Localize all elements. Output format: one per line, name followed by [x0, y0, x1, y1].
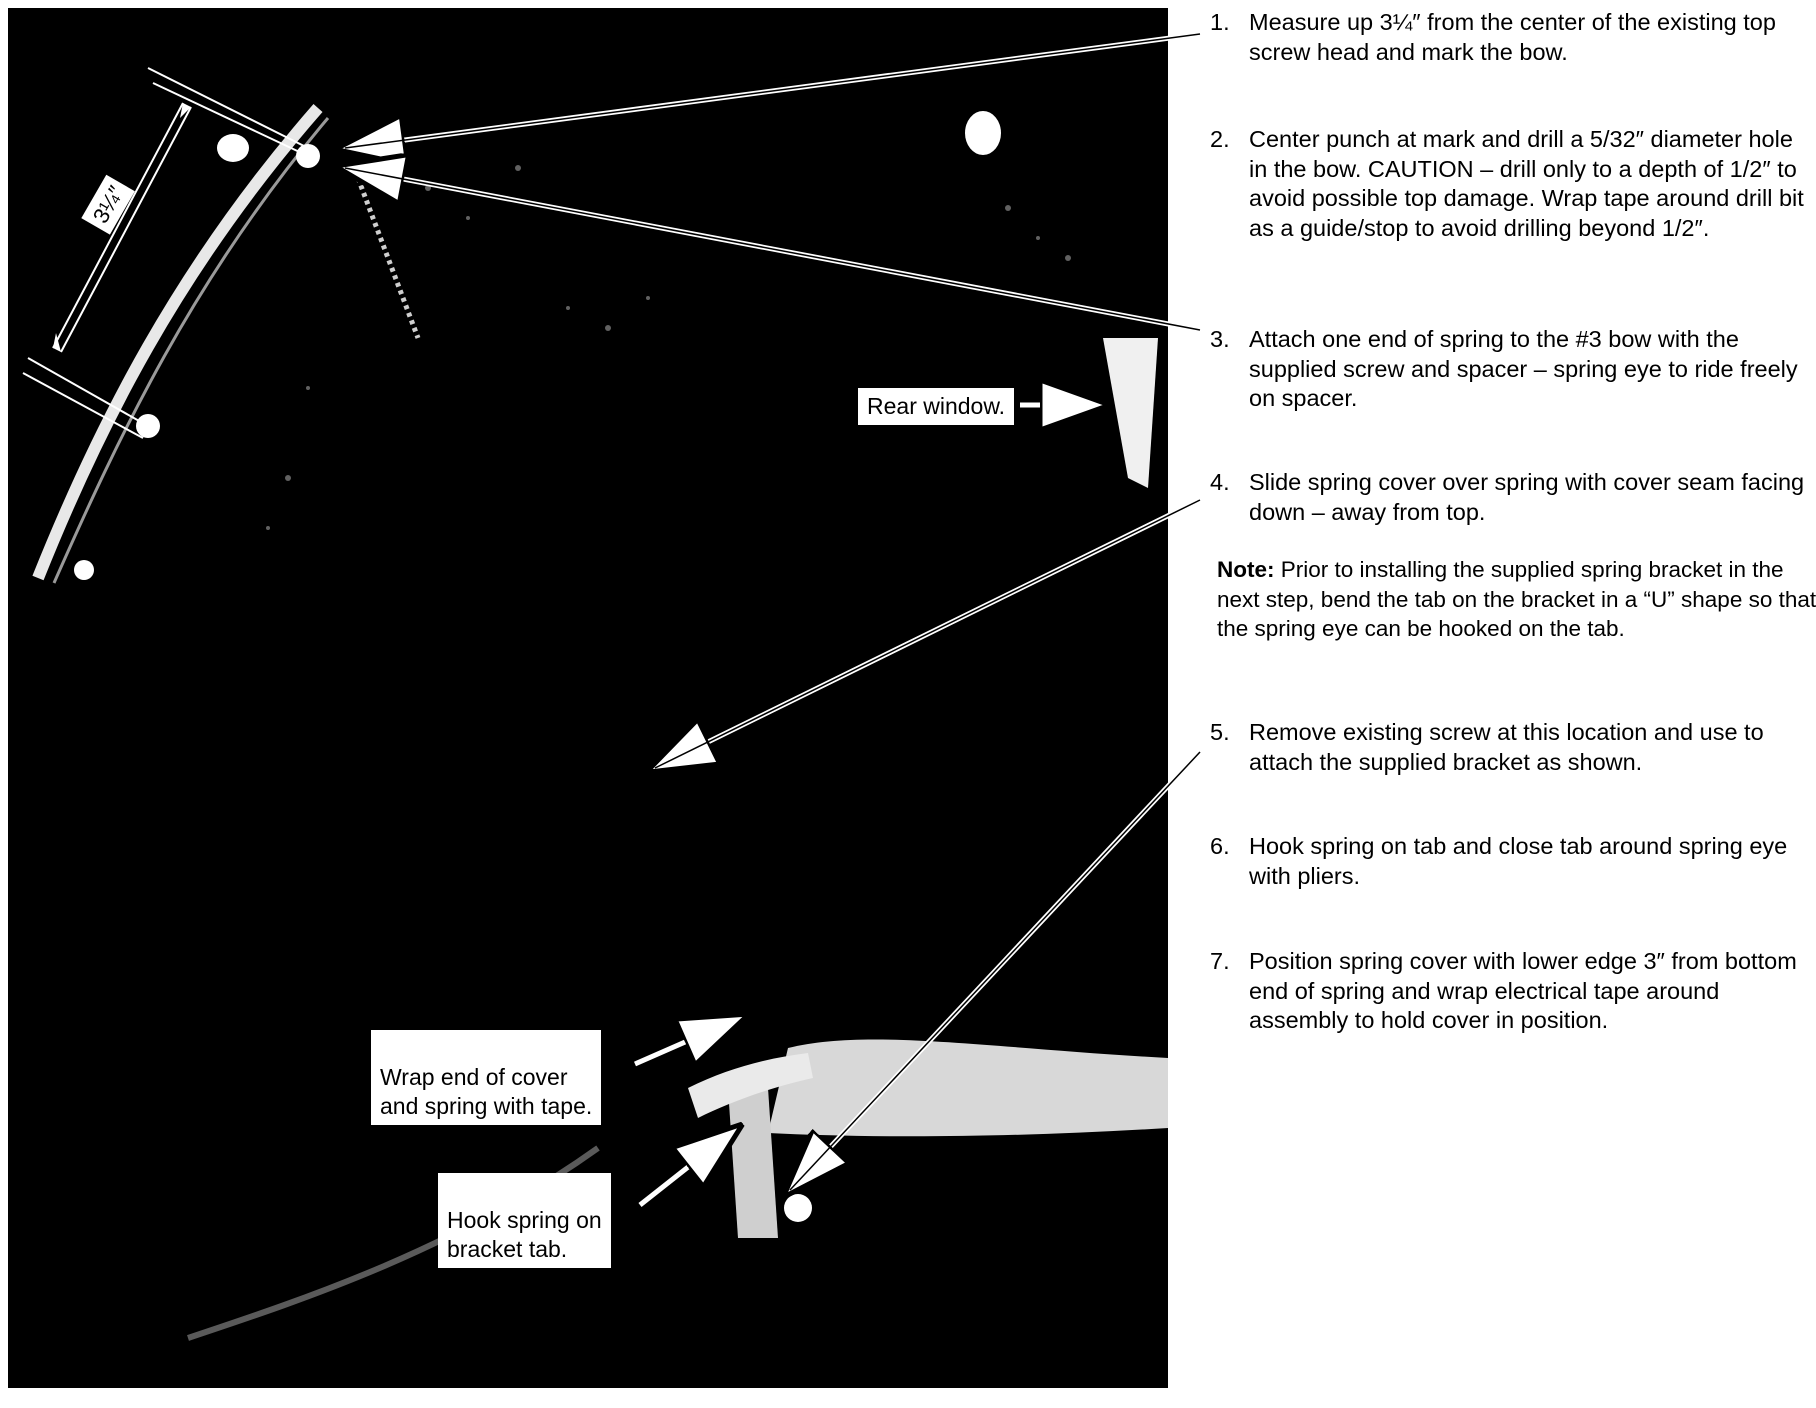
callout-rear-window-text: Rear window. [867, 393, 1006, 419]
step-number: 4. [1210, 469, 1230, 495]
step-1 [1210, 8, 1810, 67]
step-text: Slide spring cover over spring with cover seam facing down – away from top. [1249, 469, 1805, 525]
dimension-label-text: 3¼″ [87, 181, 129, 228]
step-number: 5. [1210, 719, 1230, 745]
callout-wrap-end-text: Wrap end of cover and spring with tape. [380, 1064, 593, 1119]
step-5 [1210, 718, 1810, 777]
step-text: Position spring cover with lower edge 3″ from bottom end of spring and wrap electrical tape around assembly to hold cover in position. [1249, 948, 1797, 1033]
note-label: Note: [1217, 557, 1275, 582]
step-text: Hook spring on tab and close tab around spring eye with pliers. [1249, 833, 1788, 889]
callout-hook-spring-text: Hook spring on bracket tab. [447, 1207, 602, 1262]
step-text: Attach one end of spring to the #3 bow with the supplied screw and spacer – spring eye to ride freely on spacer. [1249, 326, 1798, 411]
step-6 [1210, 832, 1810, 891]
note-text: Prior to installing the supplied spring bracket in the next step, bend the tab on the bracket in a “U” shape so that the spring eye can be hooked on the tab. [1217, 557, 1816, 641]
note [1217, 555, 1816, 644]
step-number: 6. [1210, 833, 1230, 859]
arrow-hook-spring [640, 1130, 735, 1205]
step-text: Center punch at mark and drill a 5/32″ diameter hole in the bow. CAUTION – drill only to a depth of 1/2″ to avoid possible top damage. Wrap tape around drill bit as a guide/stop to avoid drilling beyond 1/2″. [1249, 126, 1804, 241]
step-text: Measure up 3¼″ from the center of the existing top screw head and mark the bow. [1249, 9, 1776, 65]
step-text: Remove existing screw at this location and use to attach the supplied bracket as shown. [1249, 719, 1764, 775]
step-7 [1210, 947, 1810, 1036]
step-3 [1210, 325, 1810, 414]
step-number: 2. [1210, 126, 1230, 152]
step-2 [1210, 125, 1810, 243]
step-4 [1210, 468, 1810, 527]
arrow-wrap-end [635, 1018, 740, 1064]
step-number: 1. [1210, 9, 1230, 35]
step-number: 3. [1210, 326, 1230, 352]
step-number: 7. [1210, 948, 1230, 974]
